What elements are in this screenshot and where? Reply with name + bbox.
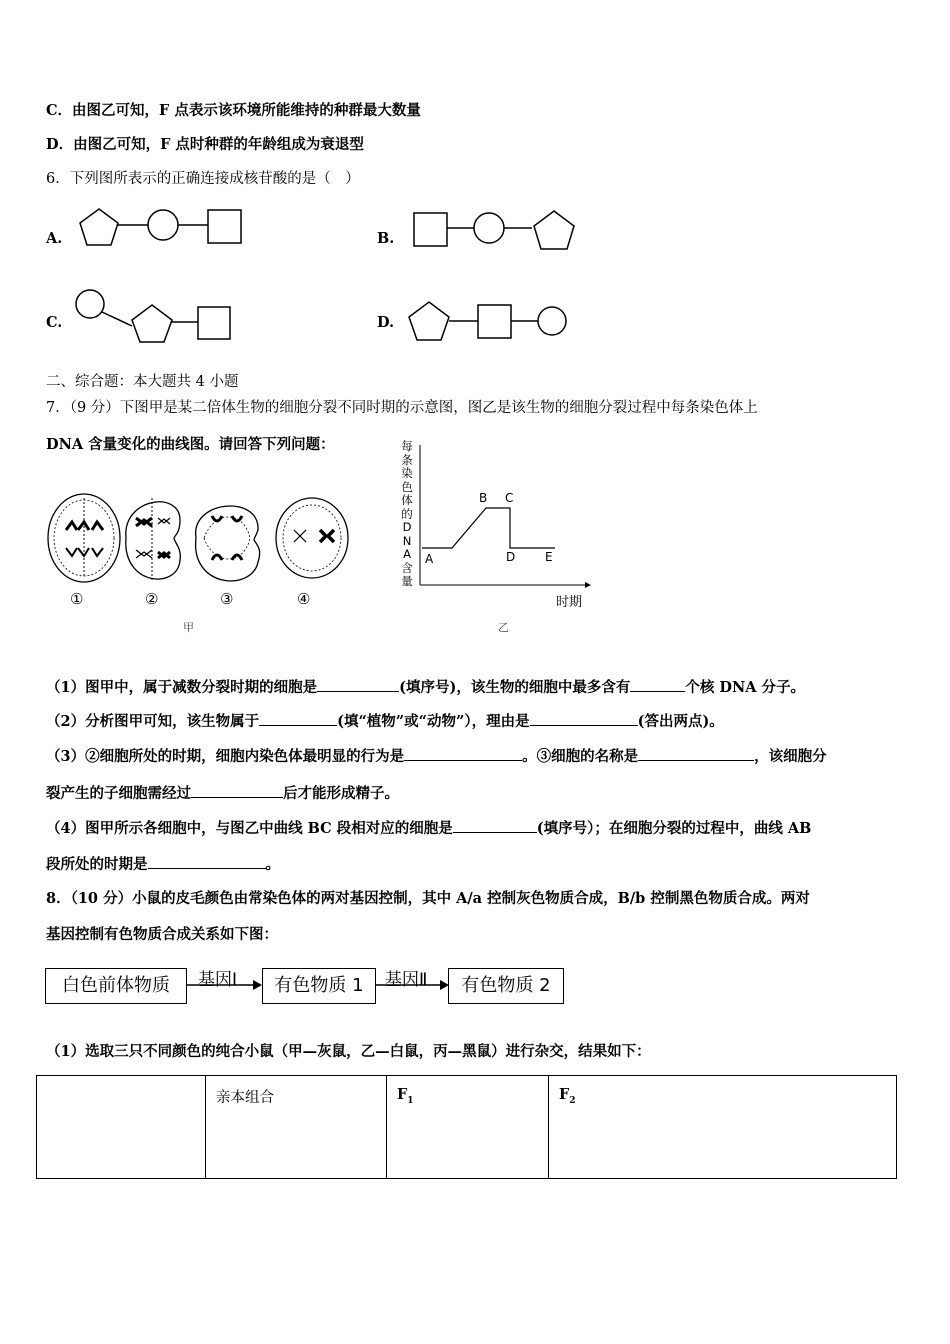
q6-stem: 6．下列图所表示的正确连接成核苷酸的是（ ） [46,171,360,187]
cell-3 [196,506,260,581]
q8-part1: （1）选取三只不同颜色的纯合小鼠（甲—灰鼠，乙—白鼠，丙—黑鼠）进行杂交，结果如下： [46,1043,651,1060]
table-header-f1: $F_1$ [387,1076,549,1179]
q6-option-a-diagram [78,205,248,255]
q7-part4: （4）图甲所示各细胞中，与图乙中曲线 BC 段相对应的细胞是 (填序号）；在细胞分裂的过程中，曲线 AB [46,820,812,837]
q7-part3: （3）②细胞所处的时期，细胞内染色体最明显的行为是 。③细胞的名称是 ，该细胞分 [46,748,827,765]
graph-point-d: D [506,550,516,564]
table-header-f2: $F_2$ [549,1076,897,1179]
q6-label-c: C. [46,314,63,331]
cell-1 [48,494,120,582]
figure-jia-caption: 甲 [183,621,194,634]
graph-point-b: B [479,491,488,505]
flow-box-colored-2: 有色物质 2 [448,968,564,1004]
q7-part4-cont: 段所处的时期是 。 [46,856,280,873]
q8-stem-line1: 8．（10 分）小鼠的皮毛颜色由常染色体的两对基因控制，其中 A/a 控制灰色物质合成，B/b 控制黑色物质合成。两对 [46,890,810,907]
q6-label-d: D. [377,314,395,331]
flow-arrow-2 [376,978,450,992]
flow-box-colored-1: 有色物质 1 [262,968,376,1004]
cell-2 [126,498,181,582]
q7-part3-cont: 裂产生的子细胞需经过 后才能形成精子。 [46,785,399,802]
q7-stem-line2: DNA 含量变化的曲线图。请回答下列问题： [46,436,335,453]
graph-point-a: A [425,552,434,566]
cell-label-3: ③ [220,590,234,608]
q7-part1: （1）图甲中，属于减数分裂时期的细胞是 (填序号)，该生物的细胞中最多含有 个核 DNA 分子。 [46,679,806,696]
figure-jia-cells [44,490,354,640]
flow-arrow-label-gene1: 基因Ⅰ [198,970,238,990]
cross-results-table [36,1075,897,1179]
q6-option-b-diagram [412,208,582,258]
table-header-blank [37,1076,206,1179]
graph-point-c: C [505,491,514,505]
cell-label-2: ② [145,590,159,608]
graph-point-e: E [545,550,553,564]
q7-part2: （2）分析图甲可知，该生物属于 (填“植物”或“动物”），理由是 (答出两点)。 [46,713,724,730]
q6-label-b: B. [377,230,395,247]
flow-box-white-precursor: 白色前体物质 [45,968,187,1004]
q6-option-d-diagram [408,300,578,350]
flow-arrow-label-gene2: 基因Ⅱ [385,970,428,990]
q5-option-c: C．由图乙可知，F 点表示该环境所能维持的种群最大数量 [46,102,421,119]
section-heading: 二、综合题：本大题共 4 小题 [46,374,239,390]
table-header-parents: 亲本组合 [206,1076,387,1179]
cell-4 [276,498,348,578]
table-row [37,1076,897,1179]
cell-label-4: ④ [297,590,311,608]
q6-label-a: A. [46,230,63,247]
cell-label-1: ① [70,590,84,608]
q6-option-c-diagram [74,288,244,348]
graph-x-label: 时期 [556,595,583,610]
flow-arrow-1 [187,978,263,992]
figure-yi-caption: 乙 [498,621,509,634]
q7-stem-line1: 7．（9 分）下图甲是某二倍体生物的细胞分裂不同时期的示意图，图乙是该生物的细胞分裂过程中每条染色体上 [46,400,758,416]
graph-yi [410,440,600,600]
q8-stem-line2: 基因控制有色物质合成关系如下图： [46,926,278,943]
q5-option-d: D．由图乙可知，F 点时种群的年龄组成为衰退型 [46,136,364,153]
graph-y-label: 每 条 染 色 体 的 D N A 含 量 [401,439,413,588]
